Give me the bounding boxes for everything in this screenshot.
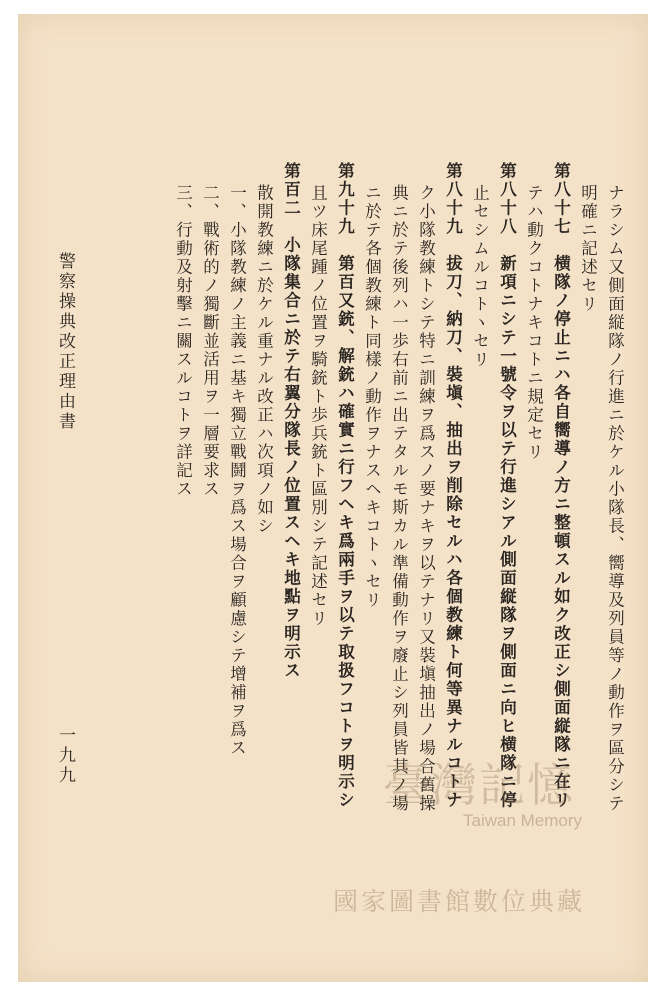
text-column-9: 典ニ於テ後列ハ一歩右前ニ出テタルモ斯カル準備動作ヲ廢止シ列員皆其ノ場	[389, 184, 409, 813]
watermark-logo-text: 臺灣記憶	[383, 758, 575, 812]
text-column-15: 一、小隊教練ノ主義ニ基キ獨立戰鬪ヲ爲ス場合ヲ顧慮シテ增補ヲ爲ス	[227, 184, 247, 758]
text-column-12: 且ツ床尾踵ノ位置ヲ騎銃ト歩兵銃ト區別シテ記述セリ	[308, 184, 328, 628]
watermark-subtitle: Taiwan Memory	[463, 811, 583, 830]
text-column-8: ク小隊教練トシテ特ニ訓練ヲ爲スノ要ナキヲ以テナリ又裝塡抽出ノ場合舊操	[416, 184, 436, 813]
text-column-2: 明確ニ記述セリ	[578, 184, 598, 314]
text-column-article-102: 第百二 小隊集合ニ於テ右翼分隊長ノ位置スヘキ地點ヲ明示ス	[281, 162, 301, 680]
text-column-6: 止セシムルコトヽセリ	[470, 184, 490, 369]
text-column-1: ナラシム又側面縦隊ノ行進ニ於ケル小隊長、嚮導及列員等ノ動作ヲ區分シテ	[605, 184, 625, 813]
text-column-article-99: 第九十九 第百又銃、解銃ハ確實ニ行フヘキ爲兩手ヲ以テ取扱フコトヲ明示シ	[335, 162, 355, 810]
watermark-organization: 國家圖書館數位典藏	[333, 887, 586, 916]
running-title: 警察操典改正理由書	[55, 252, 75, 432]
text-column-17: 三、行動及射擊ニ關スルコトヲ詳記ス	[173, 184, 193, 499]
text-column-article-87: 第八十七 横隊ノ停止ニハ各自嚮導ノ方ニ整頓スル如ク改正シ側面縦隊ニ在リ	[551, 162, 571, 810]
book-page	[18, 14, 648, 982]
text-column-4: テハ動クコトナキコトニ規定セリ	[524, 184, 544, 462]
text-column-article-88: 第八十八 新項ニシテ一號令ヲ以テ行進シアル側面縦隊ヲ側面ニ向ヒ横隊ニ停	[497, 162, 517, 810]
text-column-10: ニ於テ各個教練ト同樣ノ動作ヲナスヘキコトヽセリ	[362, 184, 382, 610]
text-column-16: 二、戰術的ノ獨斷並活用ヲ一層要求ス	[200, 184, 220, 499]
text-column-article-89: 第八十九 拔刀、納刀、裝塡、抽出ヲ削除セルハ各個教練ト何等異ナルコトナ	[443, 162, 463, 810]
page-number: 一九九	[55, 726, 75, 786]
text-column-14: 散開教練ニ於ケル重ナル改正ハ次項ノ如シ	[254, 184, 274, 536]
